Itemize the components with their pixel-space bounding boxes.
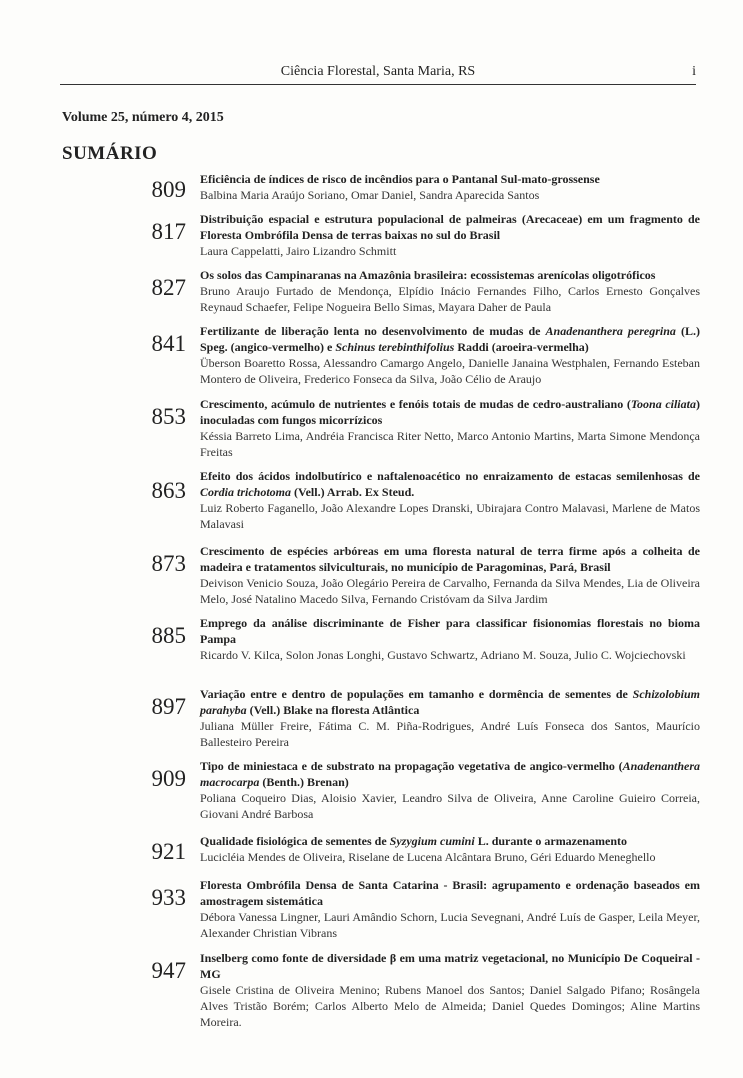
entry-title-text: (Vell.) Blake na floresta Atlântica xyxy=(246,703,420,717)
entry-page-number: 897 xyxy=(151,694,186,719)
entry-authors: Juliana Müller Freire, Fátima C. M. Piña-Rodrigues, André Luís Fonseca dos Santos, Maurício Ballesteiro Pereira xyxy=(200,719,700,749)
entry-authors: Deivison Venicio Souza, João Olegário Pereira de Carvalho, Fernanda da Silva Mendes, Lia de Oliveira Melo, José Natalino Macedo Silva, Fernando Cristóvam da Silva Jardim xyxy=(200,576,700,606)
entry-title-text: Qualidade fisiológica de sementes de xyxy=(200,834,390,848)
entry-page-number: 873 xyxy=(151,551,186,576)
entry-page-number: 809 xyxy=(151,177,186,202)
entry-authors: Luiz Roberto Faganello, João Alexandre Lopes Dranski, Ubirajara Contro Malavasi, Marlene de Matos Malavasi xyxy=(200,501,700,531)
entry-title[interactable]: Crescimento de espécies arbóreas em uma floresta natural de terra firme após a colheita de madeira e tratamentos silviculturais, no município de Paragominas, Pará, Brasil xyxy=(200,544,700,574)
entry-page-number: 863 xyxy=(151,478,186,503)
entry-title[interactable]: Eficiência de índices de risco de incêndios para o Pantanal Sul-mato-grossense xyxy=(200,172,600,186)
entry-page-number: 947 xyxy=(151,958,186,983)
entry-authors: Bruno Araujo Furtado de Mendonça, Elpídio Inácio Fernandes Filho, Carlos Ernesto Gonçalves Reynaud Schaefer, Felipe Nogueira Bello Simas, Mayara Daher de Paula xyxy=(200,284,700,314)
entry-title-text: Variação entre e dentro de populações em tamanho e dormência de sementes de xyxy=(200,687,633,701)
entry-page-number: 853 xyxy=(151,404,186,429)
entry-title[interactable]: Distribuição espacial e estrutura populacional de palmeiras (Arecaceae) em um fragmento de Floresta Ombrófila Densa de terras baixas no sul do Brasil xyxy=(200,212,700,242)
species-name: Schizolobium parahyba xyxy=(200,687,700,717)
entry-title[interactable] xyxy=(200,323,700,355)
section-title: SUMÁRIO xyxy=(62,143,158,164)
entry-authors: Késsia Barreto Lima, Andréia Francisca Riter Netto, Marco Antonio Martins, Marta Simone Mendonça Freitas xyxy=(200,429,700,459)
entry-authors: Balbina Maria Araújo Soriano, Omar Daniel, Sandra Aparecida Santos xyxy=(200,188,540,202)
entry-title-text: ) inoculadas com fungos micorrízicos xyxy=(200,397,700,427)
journal-name: Ciência Florestal, Santa Maria, RS xyxy=(280,64,476,79)
page-number: i xyxy=(692,64,696,79)
entry-authors: Lucicléia Mendes de Oliveira, Riselane de Lucena Alcântara Bruno, Géri Eduardo Meneghello xyxy=(200,850,656,864)
entry-title-text: Fertilizante de liberação lenta no desenvolvimento de mudas de xyxy=(200,324,546,338)
entry-page-number: 827 xyxy=(151,275,186,300)
entry-title[interactable] xyxy=(200,758,700,790)
entry-title-text: Tipo de miniestaca e de substrato na propagação vegetativa de angico-vermelho ( xyxy=(200,759,623,773)
entry-title-text: L. durante o armazenamento xyxy=(474,834,628,848)
species-name: Cordia trichotoma xyxy=(200,485,292,499)
entry-title[interactable] xyxy=(200,468,700,500)
entry-title[interactable]: Floresta Ombrófila Densa de Santa Catarina - Brasil: agrupamento e ordenação baseados em amostragem sistemática xyxy=(200,878,700,908)
entry-title-text: (Benth.) Brenan) xyxy=(259,775,349,789)
entry-title[interactable] xyxy=(200,686,700,718)
species-name: Syzygium cumini xyxy=(389,834,475,848)
species-name: Schinus terebinthifolius xyxy=(335,340,455,354)
species-name: Anadenanthera macrocarpa xyxy=(200,759,700,789)
entry-title[interactable] xyxy=(200,833,700,849)
entry-title-text: Raddi (aroeira-vermelha) xyxy=(454,340,589,354)
entry-title-text: (Vell.) Arrab. Ex Steud. xyxy=(291,485,415,499)
entry-page-number: 909 xyxy=(151,766,186,791)
entry-authors: Débora Vanessa Lingner, Lauri Amândio Schorn, Lucia Sevegnani, André Luís de Gasper, Leila Meyer, Alexander Christian Vibrans xyxy=(200,910,700,940)
entry-page-number: 841 xyxy=(151,331,186,356)
entry-title-text: (L.) Speg. (angico-vermelho) e xyxy=(200,324,700,354)
entry-page-number: 933 xyxy=(151,885,186,910)
entry-page-number: 885 xyxy=(151,623,186,648)
entry-title[interactable]: Os solos das Campinaranas na Amazônia brasileira: ecossistemas arenícolas oligotróficos xyxy=(200,268,656,282)
running-header xyxy=(60,62,696,85)
entry-authors: Poliana Coqueiro Dias, Aloisio Xavier, Leandro Silva de Oliveira, Anne Caroline Guieiro Correia, Giovani André Barbosa xyxy=(200,791,700,821)
entry-title[interactable]: Inselberg como fonte de diversidade β em uma matriz vegetacional, no Município De Coqueiral - MG xyxy=(200,951,700,981)
volume-info: Volume 25, número 4, 2015 xyxy=(62,110,224,125)
entry-title-text: Efeito dos ácidos indolbutírico e naftalenoacético no enraizamento de estacas semilenhosas de xyxy=(200,469,700,483)
entry-authors: Ricardo V. Kilca, Solon Jonas Longhi, Gustavo Schwartz, Adriano M. Souza, Julio C. Wojciechovski xyxy=(200,648,686,662)
entry-authors: Laura Cappelatti, Jairo Lizandro Schmitt xyxy=(200,244,397,258)
entry-page-number: 921 xyxy=(151,839,186,864)
entry-authors: Überson Boaretto Rossa, Alessandro Camargo Angelo, Danielle Janaina Westphalen, Fernando Esteban Montero de Oliveira, Frederico Fonseca da Silva, João Célio de Araujo xyxy=(200,356,700,386)
entry-title[interactable] xyxy=(200,396,700,428)
entry-page-number: 817 xyxy=(151,219,186,244)
entry-title[interactable]: Emprego da análise discriminante de Fisher para classificar fisionomias florestais no bioma Pampa xyxy=(200,616,700,646)
species-name: Anadenanthera peregrina xyxy=(545,324,676,338)
entry-authors: Gisele Cristina de Oliveira Menino; Rubens Manoel dos Santos; Daniel Salgado Pifano; Rosângela Alves Tristão Borém; Carlos Alberto Melo de Almeida; Daniel Quedes Domingos; Aline Martins Moreira. xyxy=(200,983,700,1029)
entry-title-text: Crescimento, acúmulo de nutrientes e fenóis totais de mudas de cedro-australiano ( xyxy=(200,397,631,411)
species-name: Toona ciliata xyxy=(630,397,696,411)
